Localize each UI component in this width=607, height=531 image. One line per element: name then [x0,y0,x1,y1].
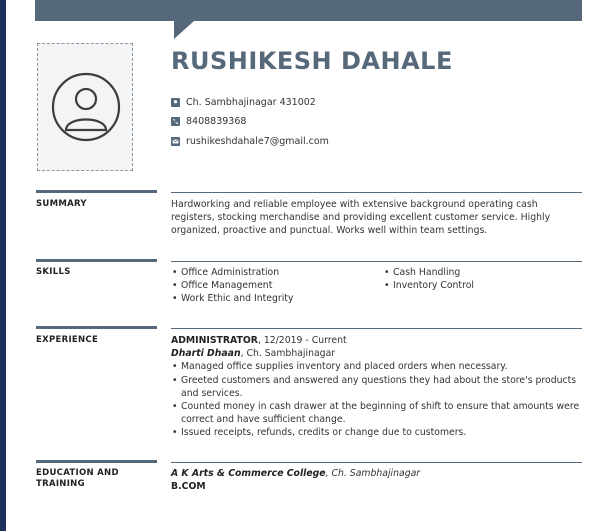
school-line [171,467,571,480]
contact-email [171,136,329,147]
summary-divider [171,192,582,193]
experience-entry [171,334,581,440]
avatar-placeholder-icon [51,72,121,142]
summary-divider-accent [36,190,157,193]
skills-heading: SKILLS [36,267,71,277]
email-icon [171,137,180,146]
email-text[interactable]: rushikeshdahale7@gmail.com [186,136,329,147]
skills-divider-accent [36,259,157,262]
resume-page [6,0,607,531]
skill-item: • Cash Handling [383,266,563,279]
education-heading [36,468,146,490]
education-heading-line1: EDUCATION AND [36,468,119,478]
company-line [171,347,581,360]
education-heading-line2: TRAINING [36,479,85,489]
education-divider-accent [36,460,157,463]
experience-bullet: • Issued receipts, refunds, credits or change due to customers. [171,426,581,439]
experience-divider [171,328,582,329]
experience-divider-accent [36,326,157,329]
school-name: A K Arts & Commerce College [171,468,326,479]
location-icon [171,98,180,107]
job-dates: , 12/2019 - Current [257,335,347,346]
contact-phone [171,116,246,127]
skill-item: • Inventory Control [383,279,563,292]
job-title-line [171,334,581,347]
company-location: , Ch. Sambhajinagar [240,348,336,360]
skill-item: • Work Ethic and Integrity [171,292,371,305]
header-notch [174,21,194,39]
summary-text: Hardworking and reliable employee with extensive background operating cash registers, stocking merchandise and providing excellent customer service. Highly organized, proactive and punctual. Works well within team settings. [171,199,551,237]
address-text: Ch. Sambhajinagar 431002 [186,97,316,108]
experience-heading: EXPERIENCE [36,335,99,345]
school-location: , Ch. Sambhajinagar [325,468,421,479]
education-entry [171,467,571,493]
contact-address [171,97,316,108]
photo-placeholder[interactable] [37,43,133,171]
skills-column-2 [383,266,563,292]
experience-bullet: • Greeted customers and answered any questions they had about the store's products and services. [171,374,581,400]
degree: B.COM [171,481,206,493]
phone-icon [171,117,180,126]
experience-bullet: • Managed office supplies inventory and placed orders when necessary. [171,360,581,373]
skills-column-1 [171,266,371,306]
summary-heading: SUMMARY [36,199,87,209]
skill-item: • Office Administration [171,266,371,279]
company-name: Dharti Dhaan [171,348,241,360]
education-divider [171,462,582,463]
job-title: ADMINISTRATOR [171,335,258,346]
candidate-name: RUSHIKESH DAHALE [171,47,453,75]
skills-divider [171,261,582,262]
header-bar [35,0,582,21]
phone-text: 8408839368 [186,116,247,127]
skill-item: • Office Management [171,279,371,292]
experience-bullet: • Counted money in cash drawer at the beginning of shift to ensure that amounts were correct and have sufficient change. [171,400,581,426]
